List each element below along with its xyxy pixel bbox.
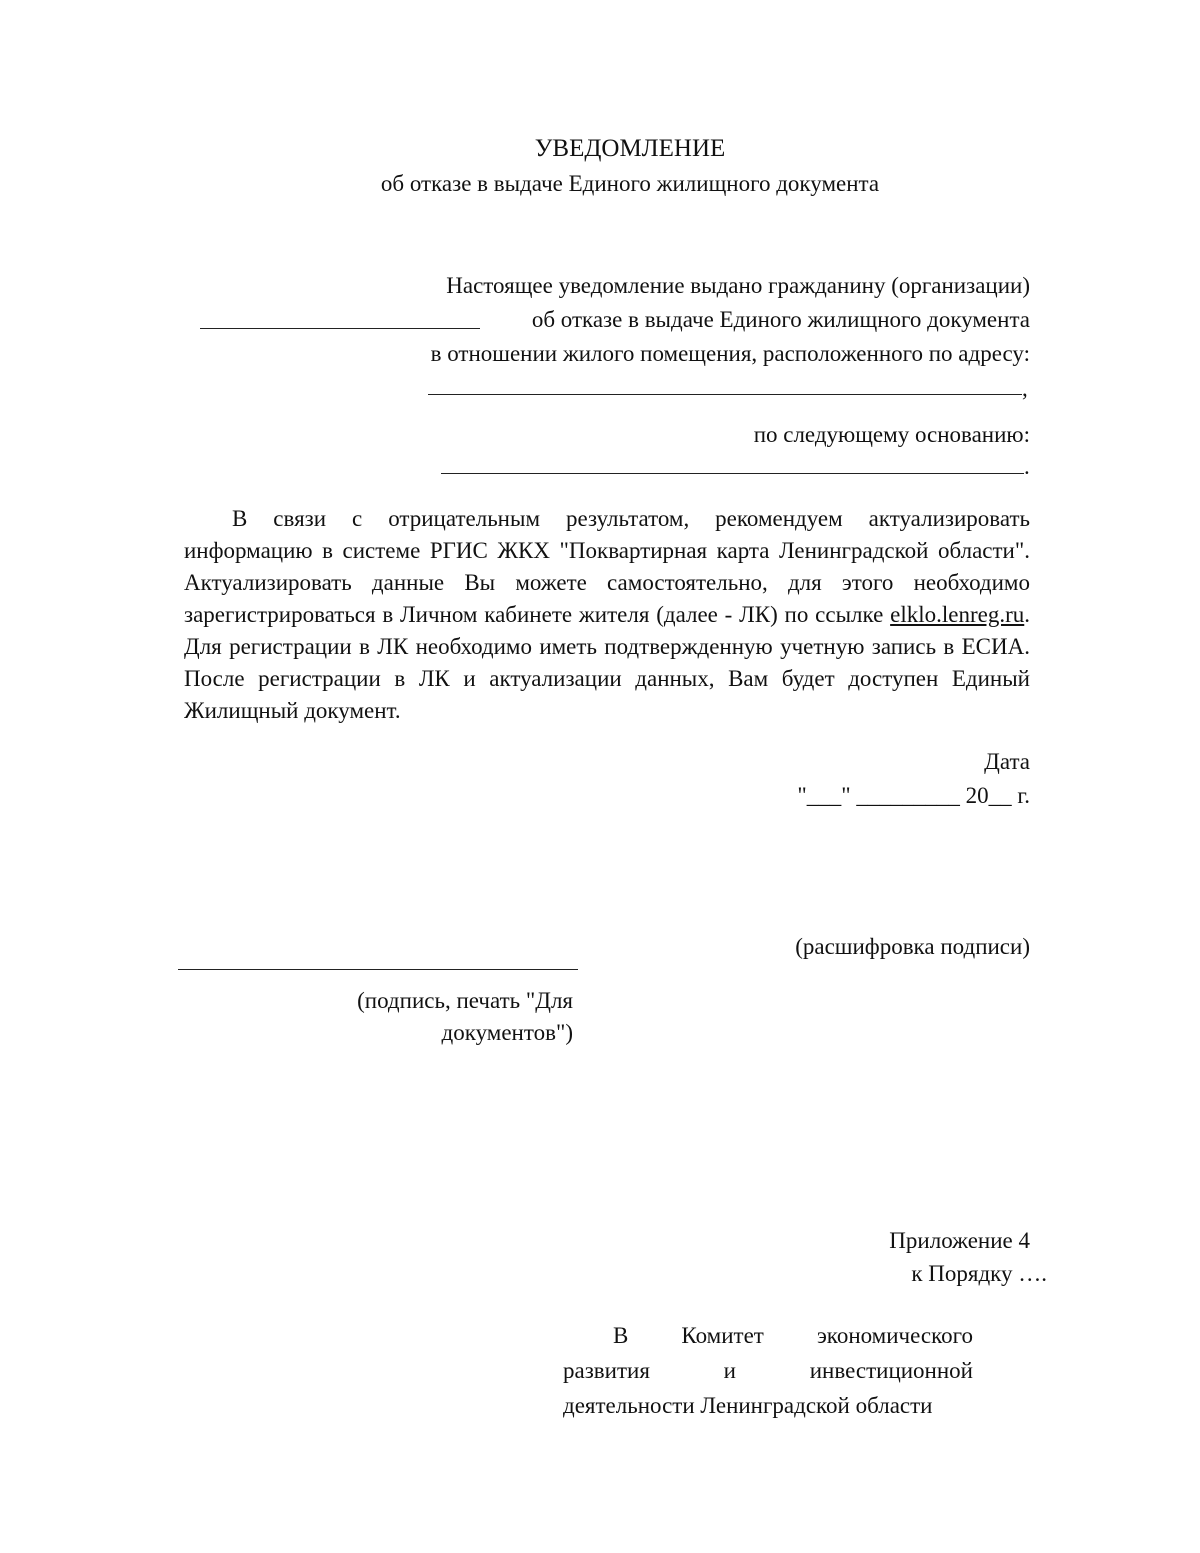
document-title: УВЕДОМЛЕНИЕ xyxy=(534,135,726,162)
appendix-subtitle: к Порядку …. xyxy=(911,1261,1047,1286)
addressee-block xyxy=(563,1318,973,1423)
basis-blank-line xyxy=(441,473,1024,474)
document-subtitle: об отказе в выдаче Единого жилищного документа xyxy=(380,171,880,196)
signature-line xyxy=(178,969,578,970)
addressee-word: экономического xyxy=(816,1323,973,1348)
basis-label: по следующему основанию: xyxy=(753,422,1030,447)
basis-end-mark: . xyxy=(1024,454,1030,479)
addressee-word: развития xyxy=(563,1358,650,1383)
addressee-word: инвестиционной xyxy=(809,1358,973,1383)
date-blank: "___" _________ 20__ г. xyxy=(797,783,1030,808)
notice-line-1: Настоящее уведомление выдано гражданину (организации) xyxy=(446,273,1030,298)
addressee-word: Комитет xyxy=(681,1323,764,1348)
addressee-word: и xyxy=(723,1358,736,1383)
addressee-word: В xyxy=(613,1323,629,1348)
paragraph-text-after-link: . Для регистрации в ЛК необходимо иметь подтвержденную учетную запись в ЕСИА. После регистрации в ЛК и актуализации данных, Вам будет доступен Единый Жилищный документ. xyxy=(184,602,1030,723)
notice-line-3: в отношении жилого помещения, расположенного по адресу: xyxy=(430,341,1030,366)
addressee-row-1 xyxy=(563,1318,973,1353)
address-blank-line xyxy=(428,394,1022,395)
signature-caption xyxy=(300,985,573,1049)
recipient-blank-line xyxy=(200,328,480,329)
addressee-row-2 xyxy=(563,1353,973,1388)
recommendation-paragraph xyxy=(184,503,1030,727)
addressee-row-3: деятельности Ленинградской области xyxy=(563,1393,933,1418)
signature-caption-line-1: (подпись, печать "Для xyxy=(357,988,573,1013)
paragraph-text-before-link: В связи с отрицательным результатом, рекомендуем актуализировать информацию в системе РГИС ЖКХ "Поквартирная карта Ленинградской области". Актуализировать данные Вы можете самостоятельно, для этого необходимо зарегистрироваться в Личном кабинете жителя (далее - ЛК) по ссылке xyxy=(184,506,1030,627)
notice-line-2: об отказе в выдаче Единого жилищного документа xyxy=(531,307,1030,332)
signature-caption-line-2: документов") xyxy=(441,1020,573,1045)
cabinet-link[interactable]: elklo.lenreg.ru xyxy=(890,602,1025,627)
date-label: Дата xyxy=(984,749,1030,774)
signature-decoding-label: (расшифровка подписи) xyxy=(795,934,1030,959)
appendix-title: Приложение 4 xyxy=(889,1228,1030,1253)
address-end-mark: , xyxy=(1022,376,1028,401)
